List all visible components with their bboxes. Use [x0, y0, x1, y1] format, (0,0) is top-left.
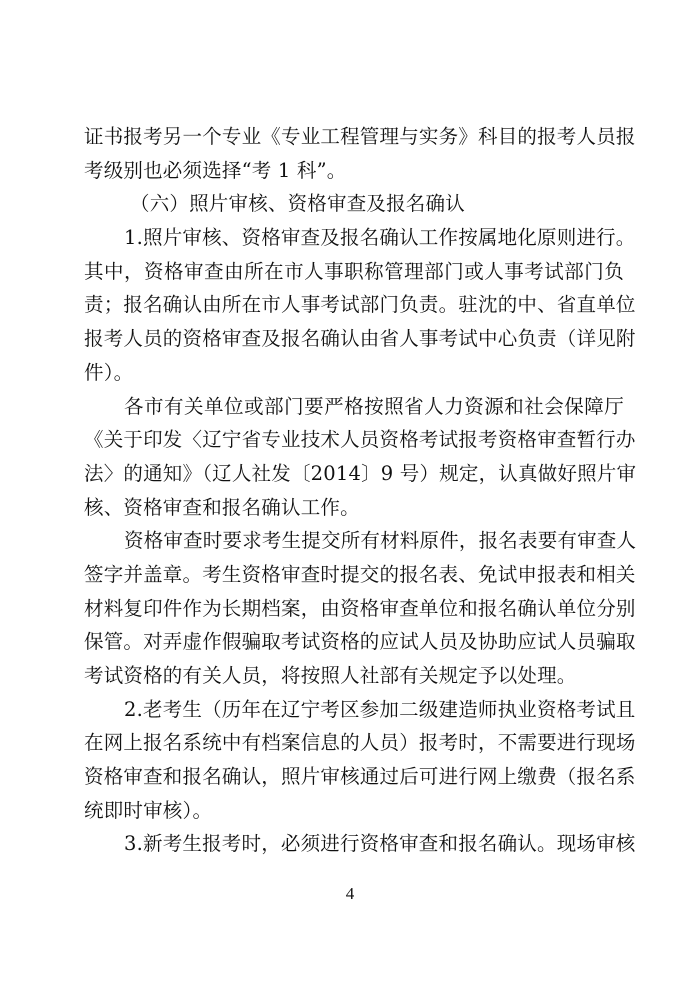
page-number: 4: [345, 884, 355, 903]
body-text-line: 统即时审核）。: [84, 798, 213, 822]
body-text-line: 2.老考生（历年在辽宁考区参加二级建造师执业资格考试且: [124, 697, 636, 721]
body-text-line: 《关于印发〈辽宁省专业技术人员资格考试报考资格审查暂行办: [84, 428, 636, 452]
body-text-line: 1.照片审核、资格审查及报名确认工作按属地化原则进行。: [124, 226, 636, 250]
body-text-line: 材料复印件作为长期档案，由资格审查单位和报名确认单位分别: [84, 596, 636, 620]
body-text-line: 签字并盖章。考生资格审查时提交的报名表、免试申报表和相关: [84, 562, 636, 586]
body-text-line: 责；报名确认由所在市人事考试部门负责。驻沈的中、省直单位: [84, 293, 636, 317]
body-text-line: 其中，资格审查由所在市人事职称管理部门或人事考试部门负: [84, 259, 624, 283]
body-text-line: 各市有关单位或部门要严格按照省人力资源和社会保障厅: [124, 394, 624, 418]
body-text-line: 报考人员的资格审查及报名确认由省人事考试中心负责（详见附: [84, 327, 636, 351]
body-text-line: 保管。对弄虚作假骗取考试资格的应试人员及协助应试人员骗取: [84, 630, 636, 654]
body-text-line: 3.新考生报考时，必须进行资格审查和报名确认。现场审核: [124, 832, 636, 856]
body-text-line: 资格审查和报名确认，照片审核通过后可进行网上缴费（报名系: [84, 765, 636, 789]
body-text-line: 考试资格的有关人员，将按照人社部有关规定予以处理。: [84, 664, 577, 687]
document-body: [84, 120, 637, 861]
body-text-line: 证书报考另一个专业《专业工程管理与实务》科目的报考人员报: [84, 125, 636, 148]
body-text-line: 在网上报名系统中有档案信息的人员）报考时，不需要进行现场: [84, 731, 636, 755]
body-text-line: 法〉的通知》（辽人社发〔2014〕9 号）规定，认真做好照片审: [84, 461, 637, 485]
body-text-line: 件）。: [84, 360, 134, 384]
body-text-line: 核、资格审查和报名确认工作。: [84, 495, 360, 519]
body-text-line: 资格审查时要求考生提交所有材料原件，报名表要有审查人: [124, 529, 637, 553]
body-text-line: 考级别也必须选择“考 1 科”。: [84, 158, 347, 182]
section-heading: （六）照片审核、资格审查及报名确认: [130, 192, 465, 216]
